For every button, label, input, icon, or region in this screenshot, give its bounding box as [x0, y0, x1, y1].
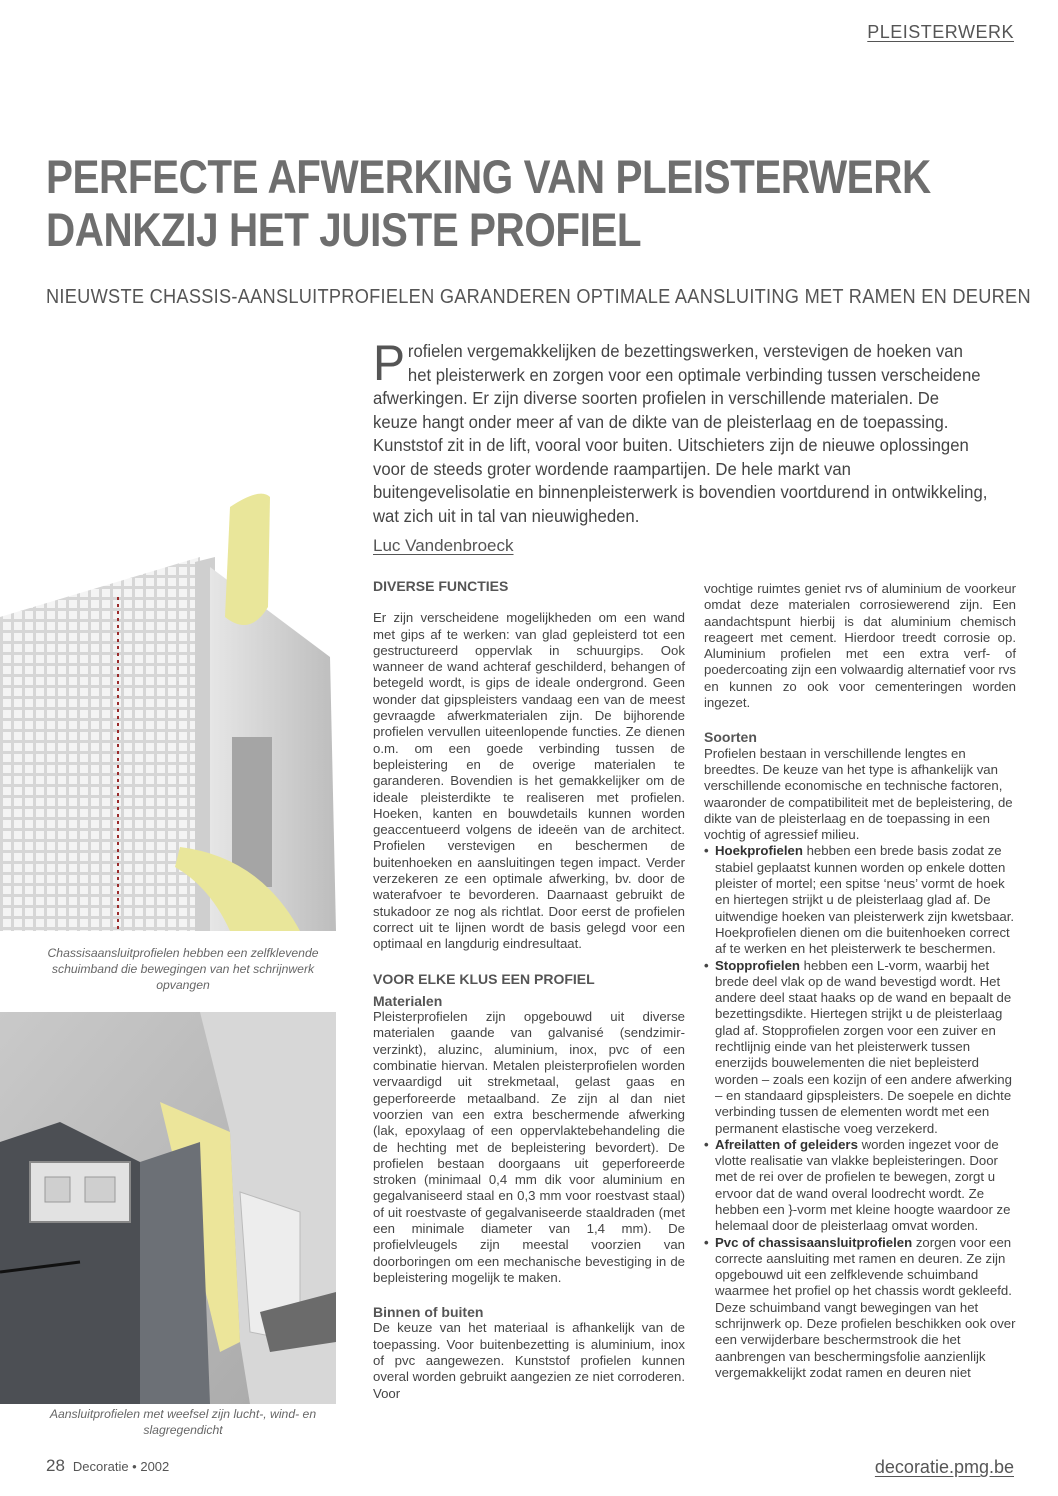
subheading-binnen-buiten: Binnen of buiten — [373, 1304, 484, 1321]
paragraph-soorten: Profielen bestaan in verschillende lengtes en breedtes. De keuze van het type is afhankelijk van verschillende economische en technische factoren, waaronder de compatibiliteit met de bepleistering, de dikte van de pleisterlaag en de toepassing in een vochtig of agressief milieu. — [704, 745, 1013, 843]
article-title — [46, 150, 931, 256]
list-item — [704, 843, 1016, 957]
footer-left — [46, 1456, 169, 1476]
page-number: 28 — [46, 1456, 65, 1475]
list-item-text: hebben een brede basis zodat ze stabiel geplaatst kunnen worden op enkele dotten pleister of mortel; een spitse ‘neus’ vormt de hoek en hiertegen strijkt u de pleisterlaag glad af. De uitwendige hoeken van pleisterwerk zijn kwetsbaar. Hoekprofielen dienen om die buitenhoeken correct af te werken en het pleisterwerk te beschermen. — [715, 843, 1015, 957]
photo-chassis-profile — [0, 487, 336, 931]
paragraph-continued: vochtige ruimtes geniet rvs of aluminium de voorkeur omdat deze materialen corrosiewerend zijn. Een aandachtspunt hierbij is dat aluminium chemisch reageert met cement. Hierdoor treedt corrosie op. Aluminium profielen met een extra verf- of poedercoating zijn een volwaardig alternatief voor rvs en kunnen zo ook voor cementeringen worden ingezet. — [704, 581, 1016, 711]
intro-text: rofielen vergemakkelijken de bezettingswerken, verstevigen de hoeken van het pleisterwerk en zorgen voor een optimale verbinding tussen verscheidene afwerkingen. Er zijn diverse soorten profielen in verschillende materialen. De keuze hangt onder meer af van de dikte van de pleisterlaag en de toepassing. Kunststof zit in de lift, vooral voor buiten. Uitschieters zijn de nieuwe oplossingen voor de steeds groter wordende raampartijen. De hele markt van buitengevelisolatie en binnenpleisterwerk is bovendien voortdurend in ontwikkeling, wat zich uit in tal van nieuwigheden. — [373, 341, 988, 526]
list-item-term: Afreilatten of geleiders — [715, 1136, 858, 1152]
drop-cap: P — [373, 335, 406, 391]
photo-window-connection — [0, 1012, 336, 1404]
author-byline: Luc Vandenbroeck — [373, 536, 514, 555]
footer-url-link[interactable]: decoratie.pmg.be — [874, 1457, 1014, 1477]
paragraph-binnen-buiten: De keuze van het materiaal is afhankelijk van de toepassing. Voor buitenbezetting is aluminium, inox of pvc aangewezen. Kunststof profielen kunnen overal worden gebruikt aangezien ze niet corroderen. Voor — [373, 1320, 685, 1401]
article-subtitle: NIEUWSTE CHASSIS-AANSLUITPROFIELEN GARANDEREN OPTIMALE AANSLUITING MET RAMEN EN DEUREN — [46, 286, 1031, 308]
intro-paragraph — [373, 335, 988, 528]
section-tag: PLEISTERWERK — [867, 22, 1014, 42]
paragraph-diverse-functies: Er zijn verscheidene mogelijkheden om een wand met gips af te werken: van glad gepleisterd tot een gestructureerd oppervlak in schuurgips. Ook wanneer de wand achteraf geschilderd, behangen of betegeld wordt, is gips de ideale ondergrond. Geen wonder dat gipspleisters vandaag een van de meest gevraagde afwerkmaterialen zijn. De bijhorende profielen vervullen uiteenlopende functies. Ze dienen o.m. om een goede verbinding tussen de bepleistering en de overige materialen te garanderen. Bovendien is het gemakkelijker om de ideale pleisterdikte te realiseren met profielen. Hoeken, kanten en bouwdetails kunnen worden geaccentueerd volgens de ideeën van de architect. Profielen verstevigen en beschermen de buitenhoeken en aansluitingen tegen impact. Verder verzekeren ze een optimale afwerking, bv. door de waterafvoer te bevorderen. Daarnaast gebruikt de stukadoor ze nog als richtlat. Door eerst de profielen correct uit te lijnen wordt de basis gelegd voor een optimaal en langdurig eindresultaat. — [373, 610, 685, 952]
list-item-text: zorgen voor een correcte aansluiting met ramen en deuren. Ze zijn opgebouwd uit een zelfklevende schuimband waarmee het profiel op het chassis wordt gekleefd. Deze schuimband vangt bewegingen van het schrijnwerk op. Deze profielen beschikken ook over een verwijderbare beschermstrook die het aanbrengen van beschermingsfolie aanzienlijk vergemakkelijkt zodat ramen en deuren niet — [715, 1234, 1016, 1380]
text-column-1 — [373, 578, 685, 1402]
title-line-1: PERFECTE AFWERKING VAN PLEISTERWERK — [46, 150, 931, 203]
title-line-2: DANKZIJ HET JUISTE PROFIEL — [46, 203, 642, 256]
heading-diverse-functies: DIVERSE FUNCTIES — [373, 578, 509, 594]
text-column-2 — [704, 581, 1016, 1381]
paragraph-materialen: Pleisterprofielen zijn opgebouwd uit diverse materialen gaande van galvanisé (sendzimir-verzinkt), aluzinc, aluminium, inox, pvc of een combinatie hiervan. Metalen pleisterprofielen worden vervaardigd uit strekmetaal, gelast gaas en geperforeerde metaalband. Ze zijn al dan niet voorzien van een extra beschermende afwerking (lak, epoxylaag of een oppervlaktebehandeling die de hechting met de bepleistering bevordert). De profielen bestaan doorgaans uit geperforeerde stroken (minimaal 0,4 mm dik voor aluminium en gegalvaniseerd staal en 0,3 mm voor roestvast staal) of uit roestvaste of gegalvaniseerde staaldraden (met een minimale diameter van 1,4 mm). De profielvleugels zijn meestal voorzien van doorboringen om een mechanische bevestiging in de bepleistering mogelijk te maken. — [373, 1009, 685, 1285]
publication-name: Decoratie • 2002 — [72, 1459, 170, 1474]
list-item-term: Hoekprofielen — [715, 843, 803, 859]
subheading-materialen: Materialen — [373, 992, 443, 1009]
list-item — [704, 1235, 1016, 1382]
caption-photo-2: Aansluitprofielen met weefsel zijn lucht-, wind- en slagregendicht — [49, 1407, 317, 1437]
list-item-text: worden ingezet voor de vlotte realisatie van vlakke bepleisteringen. Door met de rei over de profielen te bewegen, zorgt u ervoor dat de wand overal loodrecht wordt. Ze hebben een }-vorm met kleine hoogte waardoor ze helemaal door de pleisterlaag omvat worden. — [715, 1136, 1011, 1234]
list-item-term: Stopprofielen — [715, 957, 800, 973]
heading-voor-elke-klus: VOOR ELKE KLUS EEN PROFIEL — [373, 970, 595, 987]
list-item — [704, 1137, 1016, 1235]
list-item — [704, 958, 1016, 1137]
list-item-term: Pvc of chassisaansluitprofielen — [715, 1234, 913, 1250]
profile-types-list — [704, 843, 1016, 1381]
list-item-text: hebben een L-vorm, waarbij het brede deel vlak op de wand bevestigd wordt. Het andere deel staat haaks op de wand en bepaalt de bezettingsdikte. Hiertegen strijkt u de pleisterlaag glad af. Stopprofielen zorgen voor een zuiver en rechtlijnig einde van het pleisterwerk tussen enerzijds bouwelementen die niet bepleisterd worden – zoals een kozijn of een andere afwerking – en standaard gipspleisters. De soepele en dichte verbinding tussen de elementen wordt met een permanent elastische voeg verzekerd. — [715, 957, 1012, 1136]
subheading-soorten: Soorten — [704, 729, 757, 746]
caption-photo-1: Chassisaansluitprofielen hebben een zelfklevende schuimband die bewegingen van het schrijnwerk opvangen — [47, 946, 319, 992]
